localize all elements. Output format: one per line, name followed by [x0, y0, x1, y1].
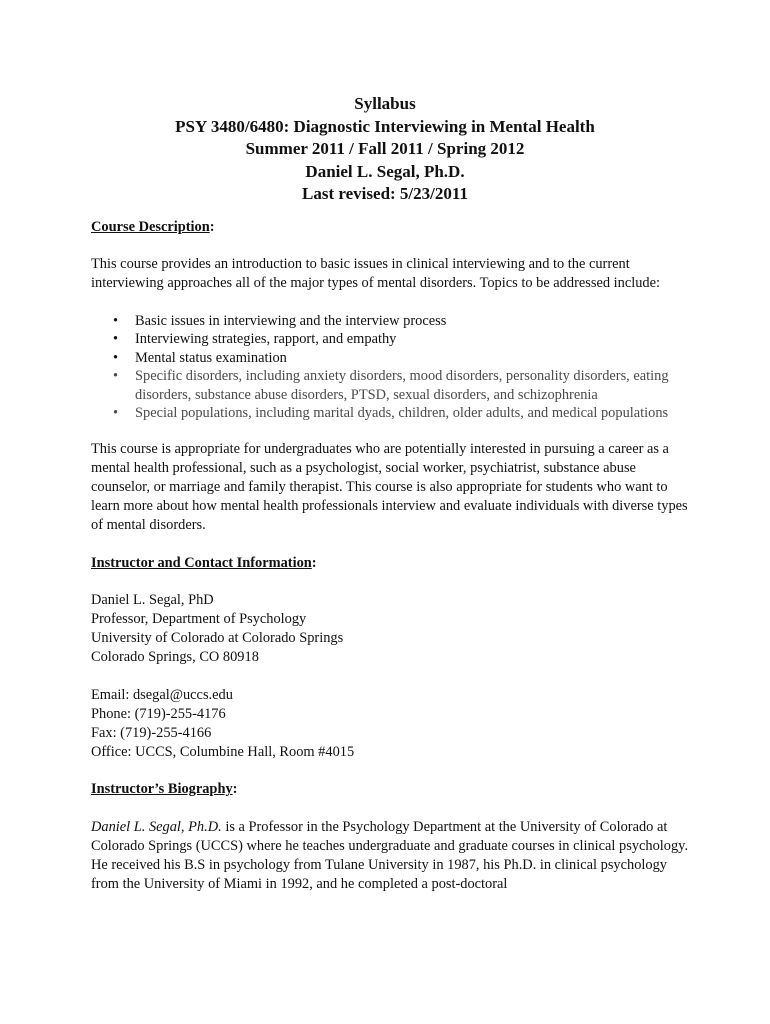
contact-fax: Fax: (719)-255-4166 [91, 725, 212, 742]
address-line: University of Colorado at Colorado Springs [91, 630, 344, 647]
topic-text: Specific disorders, including anxiety disorders, mood disorders, personality disorders, eating disorders, substance abuse disorders, PTSD, sexual disorders, and schizophrenia [135, 368, 669, 403]
address-line: Professor, Department of Psychology [91, 611, 307, 628]
title-course: PSY 3480/6480: Diagnostic Interviewing in Mental Health [175, 116, 595, 136]
course-description-heading-text: Course Description [91, 219, 210, 235]
course-audience-paragraph: This course is appropriate for undergraduates who are potentially interested in pursuing a career as a mental health professional, such as a psychologist, social worker, psychiatrist, substance abuse counselor, or marriage and family therapist. This course is also appropriate for students who want to learn more about how mental health professionals interview and evaluate individuals with diverse types of mental disorders. [91, 440, 688, 534]
contact-heading: Instructor and Contact Information: [91, 554, 317, 571]
bullet-icon: • [113, 368, 119, 385]
list-item [91, 349, 691, 368]
bullet-icon: • [113, 331, 119, 348]
list-item [91, 330, 691, 349]
topics-list [91, 312, 691, 423]
title-instructor: Daniel L. Segal, Ph.D. [305, 161, 465, 181]
address-line: Colorado Springs, CO 80918 [91, 649, 259, 666]
biography-heading: Instructor’s Biography: [91, 781, 238, 798]
document-body [91, 218, 691, 894]
bullet-icon: • [113, 312, 119, 329]
topic-text: Basic issues in interviewing and the interview process [135, 312, 447, 329]
topic-text: Mental status examination [135, 349, 287, 366]
bullet-icon: • [113, 405, 119, 422]
title-terms: Summer 2011 / Fall 2011 / Spring 2012 [245, 139, 525, 158]
list-item [91, 312, 691, 331]
topic-text: Special populations, including marital dyads, children, older adults, and medical populations [135, 405, 669, 422]
biography-heading-text: Instructor’s Biography [91, 781, 233, 798]
document-title-block [0, 93, 770, 206]
contact-heading-text: Instructor and Contact Information [91, 554, 312, 571]
bullet-icon: • [113, 349, 119, 366]
address-line: Daniel L. Segal, PhD [91, 591, 214, 608]
course-description-intro: This course provides an introduction to basic issues in clinical interviewing and to the current interviewing approaches all of the major types of mental disorders. Topics to be addressed include: [91, 256, 660, 292]
instructor-address [91, 591, 691, 668]
contact-office: Office: UCCS, Columbine Hall, Room #4015 [91, 744, 355, 761]
topic-text: Interviewing strategies, rapport, and empathy [135, 331, 397, 348]
biography-name: Daniel L. Segal, Ph.D. [91, 818, 222, 835]
contact-phone: Phone: (719)-255-4176 [91, 705, 226, 722]
instructor-contact-details [91, 686, 691, 763]
title-revised: Last revised: 5/23/2011 [302, 184, 468, 203]
biography-text: is a Professor in the Psychology Department at the University of Colorado at Colorado Springs (UCCS) where he teaches undergraduate and graduate courses in clinical psychology. He received his B.S in psychology from Tulane University in 1987, his Ph.D. in clinical psychology from the University of Miami in 1992, and he completed a post-doctoral [91, 818, 689, 893]
list-item [91, 367, 691, 404]
title-syllabus: Syllabus [354, 94, 416, 113]
contact-email: Email: dsegal@uccs.edu [91, 686, 233, 703]
list-item [91, 404, 691, 423]
biography-paragraph [91, 818, 691, 895]
course-description-heading: Course Description: [91, 219, 215, 235]
